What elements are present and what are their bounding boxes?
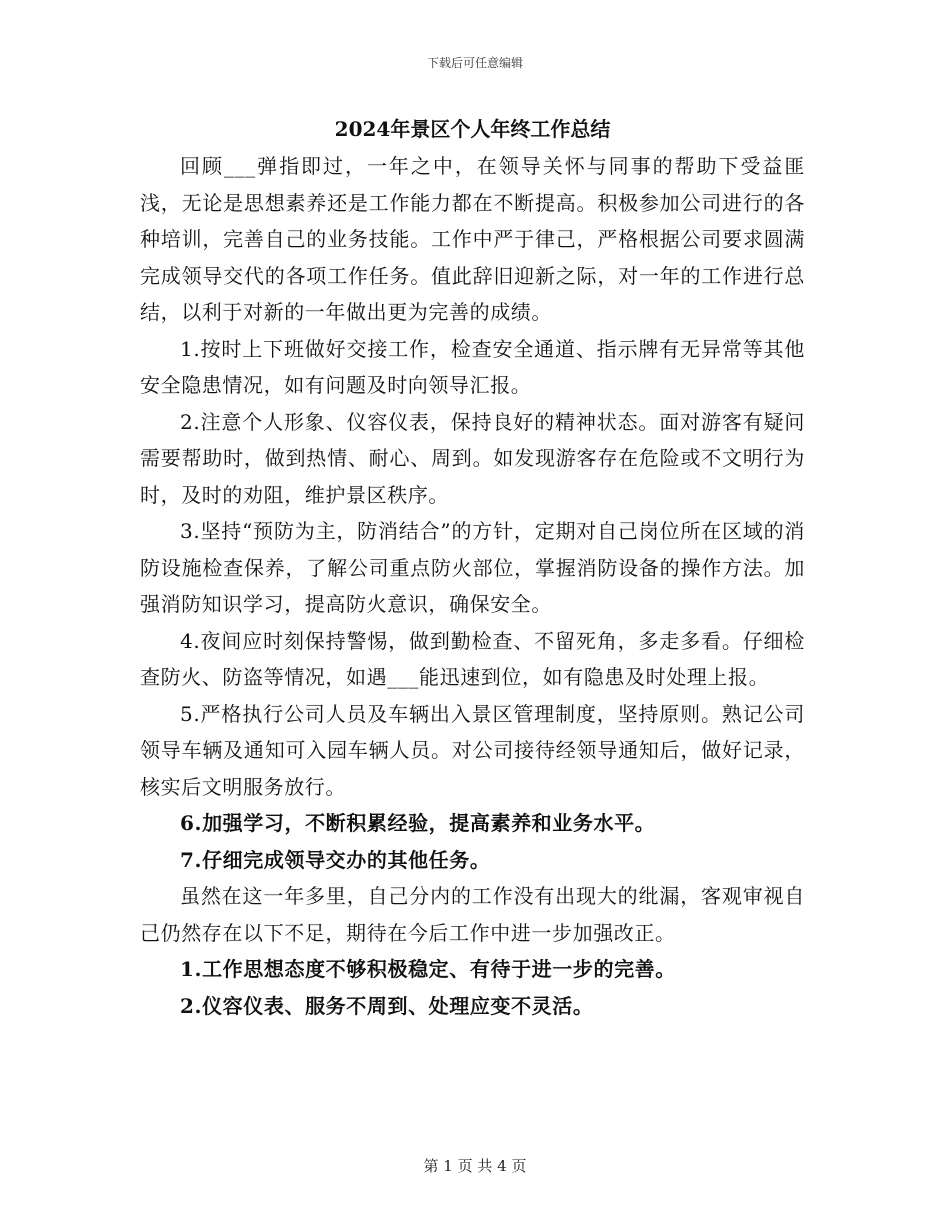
paragraph-shortcomings-intro: 虽然在这一年多里，自己分内的工作没有出现大的纰漏，客观审视自己仍然存在以下不足，期待在今后工作中进一步加强改正。 [140, 884, 805, 945]
paragraph-item-2: 2.注意个人形象、仪容仪表，保持良好的精神状态。面对游客有疑问需要帮助时，做到热情、耐心、周到。如发现游客存在危险或不文明行为时，及时的劝阻，维护景区秩序。 [140, 409, 805, 507]
paragraph-item-6: 6.加强学习，不断积累经验，提高素养和业务水平。 [180, 811, 656, 835]
paragraph-item-1: 1.按时上下班做好交接工作，检查安全通道、指示牌有无异常等其他安全隐患情况，如有问题及时向领导汇报。 [140, 336, 805, 397]
document-title: 2024年景区个人年终工作总结 [334, 117, 611, 141]
paragraph-intro: 回顾___弹指即过，一年之中，在领导关怀与同事的帮助下受益匪浅，无论是思想素养还是工作能力都在不断提高。积极参加公司进行的各种培训，完善自己的业务技能。工作中严于律己，严格根据公司要求圆满完成领导交代的各项工作任务。值此辞旧迎新之际，对一年的工作进行总结，以利于对新的一年做出更为完善的成绩。 [140, 154, 805, 324]
paragraph-shortcoming-2: 2.仪容仪表、服务不周到、处理应变不灵活。 [180, 993, 594, 1018]
paragraph-item-5: 5.严格执行公司人员及车辆出入景区管理制度，坚持原则。熟记公司领导车辆及通知可入园车辆人员。对公司接待经领导通知后，做好记录，核实后文明服务放行。 [140, 701, 805, 799]
header-note: 下载后可任意编辑 [426, 56, 523, 70]
paragraph-item-3: 3.坚持“预防为主，防消结合”的方针，定期对自己岗位所在区域的消防设施检查保养，了解公司重点防火部位，掌握消防设备的操作方法。加强消防知识学习，提高防火意识，确保安全。 [140, 519, 805, 616]
paragraph-shortcoming-1: 1.工作思想态度不够积极稳定、有待于进一步的完善。 [180, 957, 676, 981]
document-body [140, 110, 805, 1024]
paragraph-item-4: 4.夜间应时刻保持警惕，做到勤检查、不留死角，多走多看。仔细检查防火、防盗等情况，如遇___能迅速到位，如有隐患及时处理上报。 [140, 628, 805, 689]
paragraph-item-7: 7.仔细完成领导交办的其他任务。 [180, 847, 491, 872]
page-number: 第 1 页 共 4 页 [423, 1157, 527, 1175]
